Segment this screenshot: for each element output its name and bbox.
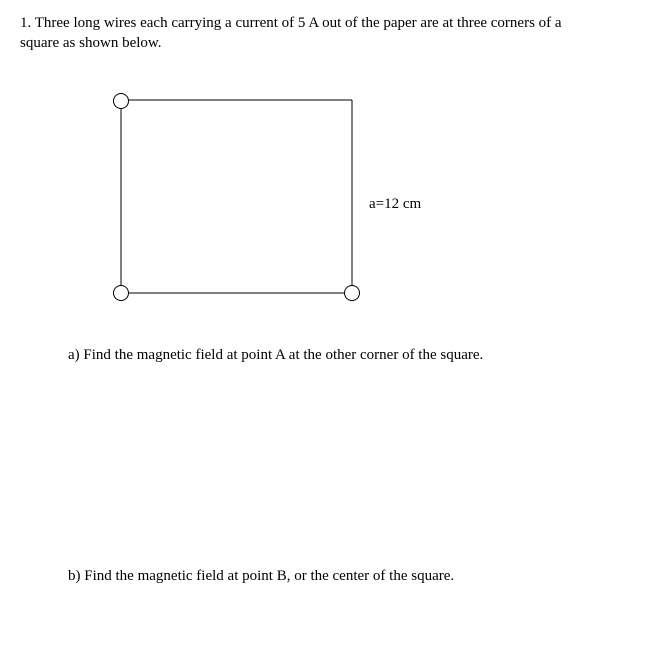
wire-bottom-left [114,286,129,301]
wire-bottom-right [345,286,360,301]
wire-top-left [114,94,129,109]
problem-line-1: 1. Three long wires each carrying a current of 5 A out of the paper are at three corners of a [20,15,562,31]
problem-line-2: square as shown below. [20,35,162,51]
question-b: b) Find the magnetic field at point B, or the center of the square. [68,568,455,584]
side-length-label: a=12 cm [369,196,422,212]
question-a: a) Find the magnetic field at point A at the other corner of the square. [68,347,484,363]
